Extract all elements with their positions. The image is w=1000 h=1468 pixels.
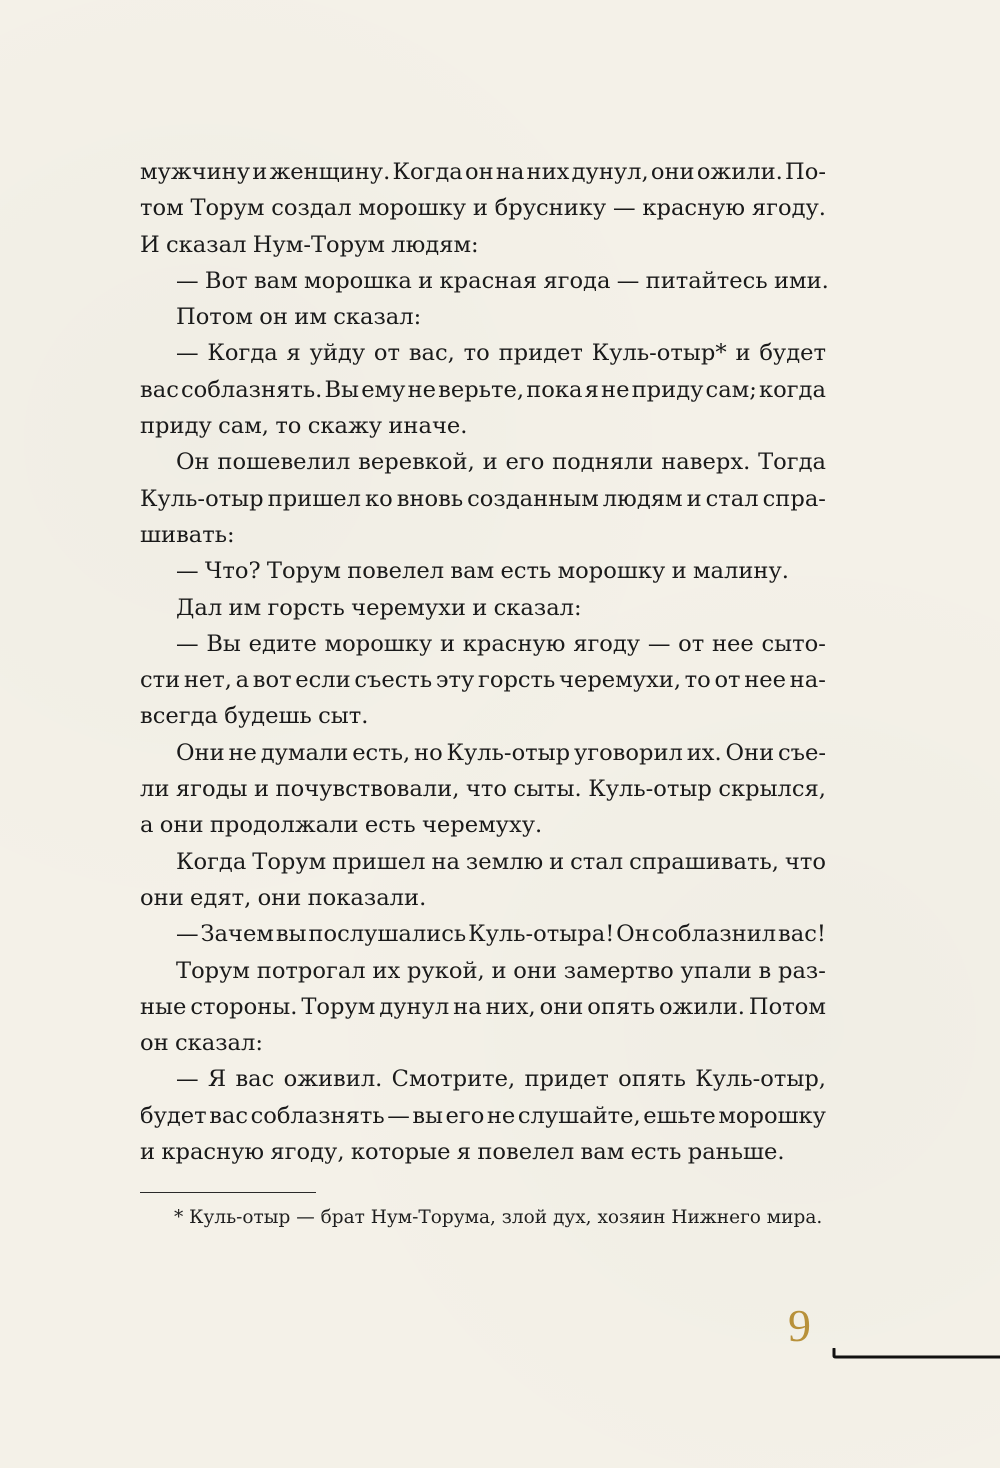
word: то xyxy=(463,340,490,367)
word: вам xyxy=(580,1139,625,1166)
word: дунул, xyxy=(571,159,649,185)
text-line xyxy=(140,662,826,698)
word: мужчину xyxy=(140,159,251,185)
word: послушались xyxy=(308,921,467,948)
word: Потом xyxy=(748,993,826,1020)
text-line xyxy=(140,989,826,1025)
word: рукой, xyxy=(406,957,485,984)
word: они xyxy=(513,957,557,984)
word: соблазнять. xyxy=(181,376,323,403)
word: съесть xyxy=(354,667,433,694)
word: женщину. xyxy=(269,159,391,185)
word: верьте, xyxy=(438,376,525,403)
text-line xyxy=(140,190,826,226)
word: них, xyxy=(485,993,536,1020)
word: иначе. xyxy=(388,413,468,440)
word: и xyxy=(491,957,507,984)
word: — xyxy=(176,340,199,367)
word: морошку xyxy=(557,558,666,585)
word: не xyxy=(486,1102,516,1129)
page-corner-rule xyxy=(832,1348,1000,1360)
word: веревкой, xyxy=(358,449,475,476)
word: и xyxy=(252,159,268,185)
word: его xyxy=(505,449,545,476)
text-line xyxy=(140,1134,826,1170)
text-line xyxy=(140,807,826,843)
word: людям: xyxy=(391,231,479,258)
word: горсть xyxy=(478,667,556,694)
text-line xyxy=(140,263,829,299)
word: эту xyxy=(435,667,475,694)
word: Куль-отыр xyxy=(588,776,712,803)
word: ные xyxy=(140,993,187,1020)
word: их xyxy=(372,957,401,984)
word: им xyxy=(294,304,327,331)
word: красную xyxy=(161,1139,265,1166)
word: не xyxy=(228,739,257,766)
word: показали. xyxy=(307,884,427,911)
word: Он xyxy=(616,921,650,948)
word: они xyxy=(140,884,184,911)
body-text xyxy=(140,154,829,1170)
word: землю xyxy=(465,848,544,875)
word: Куль-отыр* xyxy=(591,340,727,367)
word: морошку xyxy=(718,1102,826,1129)
word: уговорил xyxy=(573,739,683,766)
word: упали xyxy=(680,957,752,984)
word: потрогал xyxy=(256,957,366,984)
text-line xyxy=(140,372,826,408)
word: Дал xyxy=(176,594,223,621)
word: и xyxy=(472,195,488,222)
text-line xyxy=(140,299,826,335)
word: — xyxy=(176,921,199,948)
word: морошку xyxy=(324,630,433,657)
word: сти xyxy=(140,667,181,694)
word: которые xyxy=(350,1139,451,1166)
word: Нум-Торум xyxy=(252,231,385,258)
word: — xyxy=(387,1102,410,1129)
word: когда xyxy=(759,376,826,403)
word: и xyxy=(482,449,498,476)
text-line xyxy=(140,844,826,880)
text-line xyxy=(140,626,826,662)
word: уйду xyxy=(309,340,366,367)
word: и xyxy=(735,340,751,367)
word: есть, xyxy=(352,739,411,766)
word: ягода xyxy=(543,267,611,294)
word: вас xyxy=(209,1102,249,1129)
word: есть xyxy=(500,558,552,585)
word: и xyxy=(140,1139,156,1166)
word: на xyxy=(495,159,525,185)
word: скажу xyxy=(307,413,383,440)
word: они xyxy=(650,159,695,185)
word: их. xyxy=(686,739,722,766)
word: пошевелил xyxy=(217,449,351,476)
word: а xyxy=(140,812,154,839)
word: Когда xyxy=(176,848,247,875)
word: они xyxy=(539,993,584,1020)
word: соблазнил xyxy=(651,921,777,948)
word: Куль-отыра! xyxy=(468,921,615,948)
word: сыты. xyxy=(513,776,582,803)
text-line xyxy=(140,1098,826,1134)
word: Потом xyxy=(176,304,253,331)
word: продолжали xyxy=(209,812,359,839)
word: красную xyxy=(642,195,746,222)
word: них xyxy=(526,159,570,185)
footnote: * Куль-отыр — брат Нум-Торума, злой дух, хозяин Нижнего мира. xyxy=(174,1207,823,1228)
word: подняли xyxy=(552,449,654,476)
word: не xyxy=(407,376,437,403)
word: Торум xyxy=(301,993,376,1020)
word: что xyxy=(465,776,507,803)
word: Смотрите, xyxy=(391,1066,516,1093)
word: Когда xyxy=(207,340,278,367)
text-line xyxy=(140,590,826,626)
word: пока xyxy=(526,376,583,403)
text-line xyxy=(140,1061,826,1097)
word: нее xyxy=(744,667,787,694)
word: морошку xyxy=(358,195,467,222)
word: раньше. xyxy=(687,1139,785,1166)
word: есть xyxy=(630,1139,682,1166)
word: он xyxy=(259,304,288,331)
word: будешь xyxy=(224,703,312,730)
word: Я xyxy=(207,1066,227,1093)
word: питайтесь xyxy=(645,267,768,294)
word: красная xyxy=(439,267,538,294)
word: стороны. xyxy=(190,993,298,1020)
word: Что? xyxy=(204,558,261,585)
word: нее xyxy=(711,630,754,657)
word: ему xyxy=(361,376,406,403)
text-line xyxy=(140,698,826,734)
word: съе- xyxy=(777,739,826,766)
word: Они xyxy=(176,739,225,766)
word: Вот xyxy=(204,267,248,294)
word: Куль-отыр, xyxy=(695,1066,826,1093)
word: едите xyxy=(248,630,317,657)
word: ими. xyxy=(773,267,829,294)
word: людям xyxy=(602,485,683,512)
word: замертво xyxy=(563,957,674,984)
word: я xyxy=(456,1139,472,1166)
word: ягоду. xyxy=(751,195,826,222)
word: ко xyxy=(364,485,393,512)
word: морошка xyxy=(304,267,412,294)
word: вас xyxy=(140,376,179,403)
word: пришел xyxy=(332,848,426,875)
word: он xyxy=(464,159,494,185)
text-line xyxy=(140,335,826,371)
word: я xyxy=(584,376,599,403)
word: бруснику xyxy=(494,195,607,222)
word: — xyxy=(616,267,640,294)
word: Торум xyxy=(266,558,341,585)
word: на xyxy=(431,848,460,875)
word: скрылся, xyxy=(718,776,826,803)
word: им xyxy=(228,594,262,621)
word: если xyxy=(295,667,351,694)
word: — xyxy=(176,267,199,294)
word: По- xyxy=(785,159,826,185)
word: черемухи, xyxy=(559,667,682,694)
word: от xyxy=(714,667,741,694)
word: стал xyxy=(705,485,759,512)
word: ягоду xyxy=(573,630,641,657)
word: — xyxy=(176,630,199,657)
word: и xyxy=(671,558,687,585)
text-line xyxy=(140,553,826,589)
word: оживил. xyxy=(283,1066,383,1093)
word: и xyxy=(549,848,565,875)
word: вы xyxy=(412,1102,444,1129)
word: на- xyxy=(789,667,826,694)
word: раз- xyxy=(778,957,826,984)
word: малину. xyxy=(692,558,789,585)
word: Он xyxy=(176,449,210,476)
word: Когда xyxy=(392,159,463,185)
text-line xyxy=(140,408,826,444)
word: сыт. xyxy=(318,703,369,730)
word: сказал xyxy=(166,231,247,258)
word: что xyxy=(784,848,826,875)
word: его xyxy=(445,1102,485,1129)
word: то xyxy=(684,667,711,694)
text-line xyxy=(140,953,826,989)
word: наверх. xyxy=(661,449,751,476)
word: спра- xyxy=(762,485,826,512)
word: и xyxy=(253,776,270,803)
word: черемуху. xyxy=(421,812,543,839)
word: том xyxy=(140,195,184,222)
word: и xyxy=(418,267,434,294)
word: вам xyxy=(450,558,495,585)
word: опять xyxy=(618,1066,686,1093)
word: придет xyxy=(524,1066,609,1093)
word: Куль-отыр xyxy=(446,739,571,766)
word: красную xyxy=(462,630,566,657)
word: повелел xyxy=(347,558,445,585)
word: вот xyxy=(252,667,292,694)
word: — xyxy=(176,1066,199,1093)
word: соблазнять xyxy=(250,1102,385,1129)
word: едят, xyxy=(190,884,252,911)
word: всегда xyxy=(140,703,218,730)
word: вам xyxy=(253,267,298,294)
word: — xyxy=(613,195,636,222)
word: — xyxy=(176,558,199,585)
word: создал xyxy=(271,195,352,222)
text-line xyxy=(140,880,826,916)
word: приду xyxy=(140,413,212,440)
word: сыто- xyxy=(761,630,826,657)
word: будет xyxy=(759,340,826,367)
word: сказал: xyxy=(493,594,582,621)
word: вы xyxy=(275,921,307,948)
word: нет, xyxy=(183,667,232,694)
word: придет xyxy=(498,340,583,367)
word: Куль-отыр xyxy=(140,485,264,512)
word: созданным xyxy=(467,485,599,512)
word: я xyxy=(286,340,301,367)
word: от xyxy=(373,340,401,367)
word: и xyxy=(439,630,456,657)
word: вновь xyxy=(396,485,464,512)
word: Вы xyxy=(206,630,241,657)
word: ожили. xyxy=(696,159,783,185)
word: в xyxy=(758,957,772,984)
text-line xyxy=(140,444,826,480)
word: ожили. xyxy=(658,993,745,1020)
word: но xyxy=(414,739,443,766)
word: пришел xyxy=(267,485,361,512)
page-number: 9 xyxy=(788,1300,811,1351)
word: Зачем xyxy=(200,921,274,948)
text-line xyxy=(140,735,826,771)
word: они xyxy=(257,884,302,911)
word: дунул xyxy=(379,993,450,1020)
word: ешьте xyxy=(643,1102,716,1129)
word: на xyxy=(453,993,482,1020)
text-line xyxy=(140,481,826,517)
word: есть xyxy=(364,812,416,839)
word: вас, xyxy=(408,340,455,367)
word: сказал: xyxy=(333,304,422,331)
text-line xyxy=(140,1025,826,1061)
text-line xyxy=(140,227,826,263)
word: Торум xyxy=(190,195,265,222)
word: Торум xyxy=(252,848,327,875)
footnote-divider xyxy=(140,1192,316,1193)
word: стал xyxy=(570,848,624,875)
word: вас xyxy=(235,1066,275,1093)
word: слушайте, xyxy=(517,1102,641,1129)
word: черемухи xyxy=(351,594,466,621)
word: горсть xyxy=(267,594,345,621)
word: они xyxy=(159,812,204,839)
word: думали xyxy=(260,739,349,766)
word: будет xyxy=(140,1102,207,1129)
word: не xyxy=(601,376,630,403)
text-line xyxy=(140,916,826,952)
word: — xyxy=(647,630,671,657)
text-line xyxy=(140,154,826,190)
word: сам; xyxy=(705,376,757,403)
word: приду xyxy=(631,376,704,403)
word: вас! xyxy=(778,921,826,948)
word: от xyxy=(678,630,705,657)
text-line xyxy=(140,771,826,807)
word: Торум xyxy=(176,957,251,984)
word: опять xyxy=(587,993,655,1020)
word: он xyxy=(140,1030,169,1057)
word: и xyxy=(686,485,702,512)
word: почувствовали, xyxy=(275,776,460,803)
word: сказал: xyxy=(174,1030,263,1057)
word: повелел xyxy=(477,1139,575,1166)
word: спрашивать, xyxy=(629,848,779,875)
word: ягоды xyxy=(175,776,248,803)
text-line xyxy=(140,517,826,553)
word: и xyxy=(472,594,488,621)
word: шивать: xyxy=(140,521,235,548)
word: ягоду, xyxy=(270,1139,345,1166)
word: Тогда xyxy=(758,449,826,476)
word: Они xyxy=(725,739,775,766)
word: то xyxy=(275,413,302,440)
word: а xyxy=(235,667,250,694)
word: И xyxy=(140,231,160,258)
word: Вы xyxy=(324,376,360,403)
word: сам, xyxy=(218,413,269,440)
word: ли xyxy=(140,776,170,803)
